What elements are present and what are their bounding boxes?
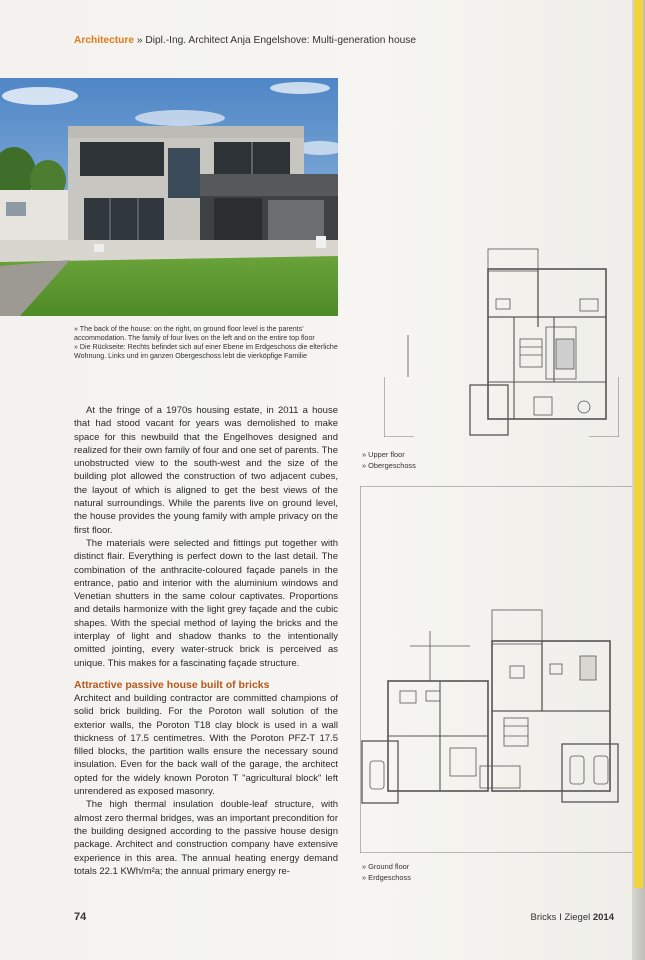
page-edge xyxy=(632,0,645,960)
section-label: Architecture xyxy=(74,35,135,46)
caption-german: » Die Rückseite: Rechts befindet sich auf einer Ebene im Erdgeschoss die elterliche Wohnung. Links und im ganzen Obergeschoss lebt die vierköpfige Familie xyxy=(74,343,338,360)
paragraph-3: Architect and building contractor are committed champions of solid brick building. For the Poroton wall solution of the exterior walls, the Poroton T18 clay block is used in a wall thickness of 17.5 centimetres. With the Poroton PFZ-T 17.5 filled blocks, the partition walls ensure the necessary sound insulation. Even for the back wall of the garage, the architect opted for the widely known Poroton T "agricultural block" left unrendered as exposed masonry. xyxy=(74,692,338,798)
upper-floor-plan xyxy=(384,247,619,437)
caption-english: » The back of the house: on the right, on ground floor level is the parents' accommodation. The family of four lives on the left and on the entire top floor xyxy=(74,325,315,342)
paragraph-1: At the fringe of a 1970s housing estate, in 2011 a house that had stood vacant for years was demolished to make space for this newbuild that the Engelhoves designed and realized for their own family of four and one set of parents. The unobstructed view to the south-west and the size of the building plot allowed the construction of two adjacent cubes, the layout of which is aligned to get the best views of the natural surroundings. While the parents live on ground level, the house provides the young family with ample privacy on the first floor. xyxy=(74,405,338,536)
article-body xyxy=(74,404,338,878)
page-number: 74 xyxy=(74,911,87,923)
footer-divider: I xyxy=(559,912,562,923)
breadcrumb-separator: » xyxy=(136,35,143,46)
article-title: Dipl.-Ing. Architect Anja Engelshove: Multi-generation house xyxy=(145,35,417,46)
issue-year: 2014 xyxy=(592,912,614,923)
magazine-footer xyxy=(531,912,614,923)
ground-floor-label-german: » Erdgeschoss xyxy=(362,873,411,882)
magazine-name-german: Ziegel xyxy=(564,912,591,923)
photo-caption xyxy=(74,325,344,361)
edge-band xyxy=(634,0,643,888)
paragraph-4: The high thermal insulation double-leaf structure, with almost zero thermal bridges, was an important precondition for the building designed according to the passive house design package. Architect and construction company have extensive experience in this area. The annual heating energy demand totals 22.1 KWh/m²a; the annual primary energy re- xyxy=(74,799,338,877)
breadcrumb xyxy=(74,35,416,46)
ground-floor-label: » Ground floor xyxy=(362,862,410,871)
upper-floor-label: » Upper floor xyxy=(362,450,405,459)
paragraph-2: The materials were selected and fittings put together with distinct flair. Everything is perfect down to the last detail. The combination of the anthracite-coloured façade panels in the entrance, patio and interior with the aluminium windows and Venetian shutters in the same colour captivates. Proportions and details harmonize with the light grey façade and the cubic shapes. With the special method of laying the bricks and the interplay of light and shadow thanks to the intentionally omitted jointing, every water-struck brick is perceived as unique. This makes for a fascinating façade structure. xyxy=(74,537,338,669)
magazine-name: Bricks xyxy=(530,912,557,923)
section-heading: Attractive passive house built of bricks xyxy=(74,678,270,691)
ground-floor-plan xyxy=(360,486,637,853)
upper-floor-label-german: » Obergeschoss xyxy=(362,461,416,470)
house-photo xyxy=(0,78,338,316)
